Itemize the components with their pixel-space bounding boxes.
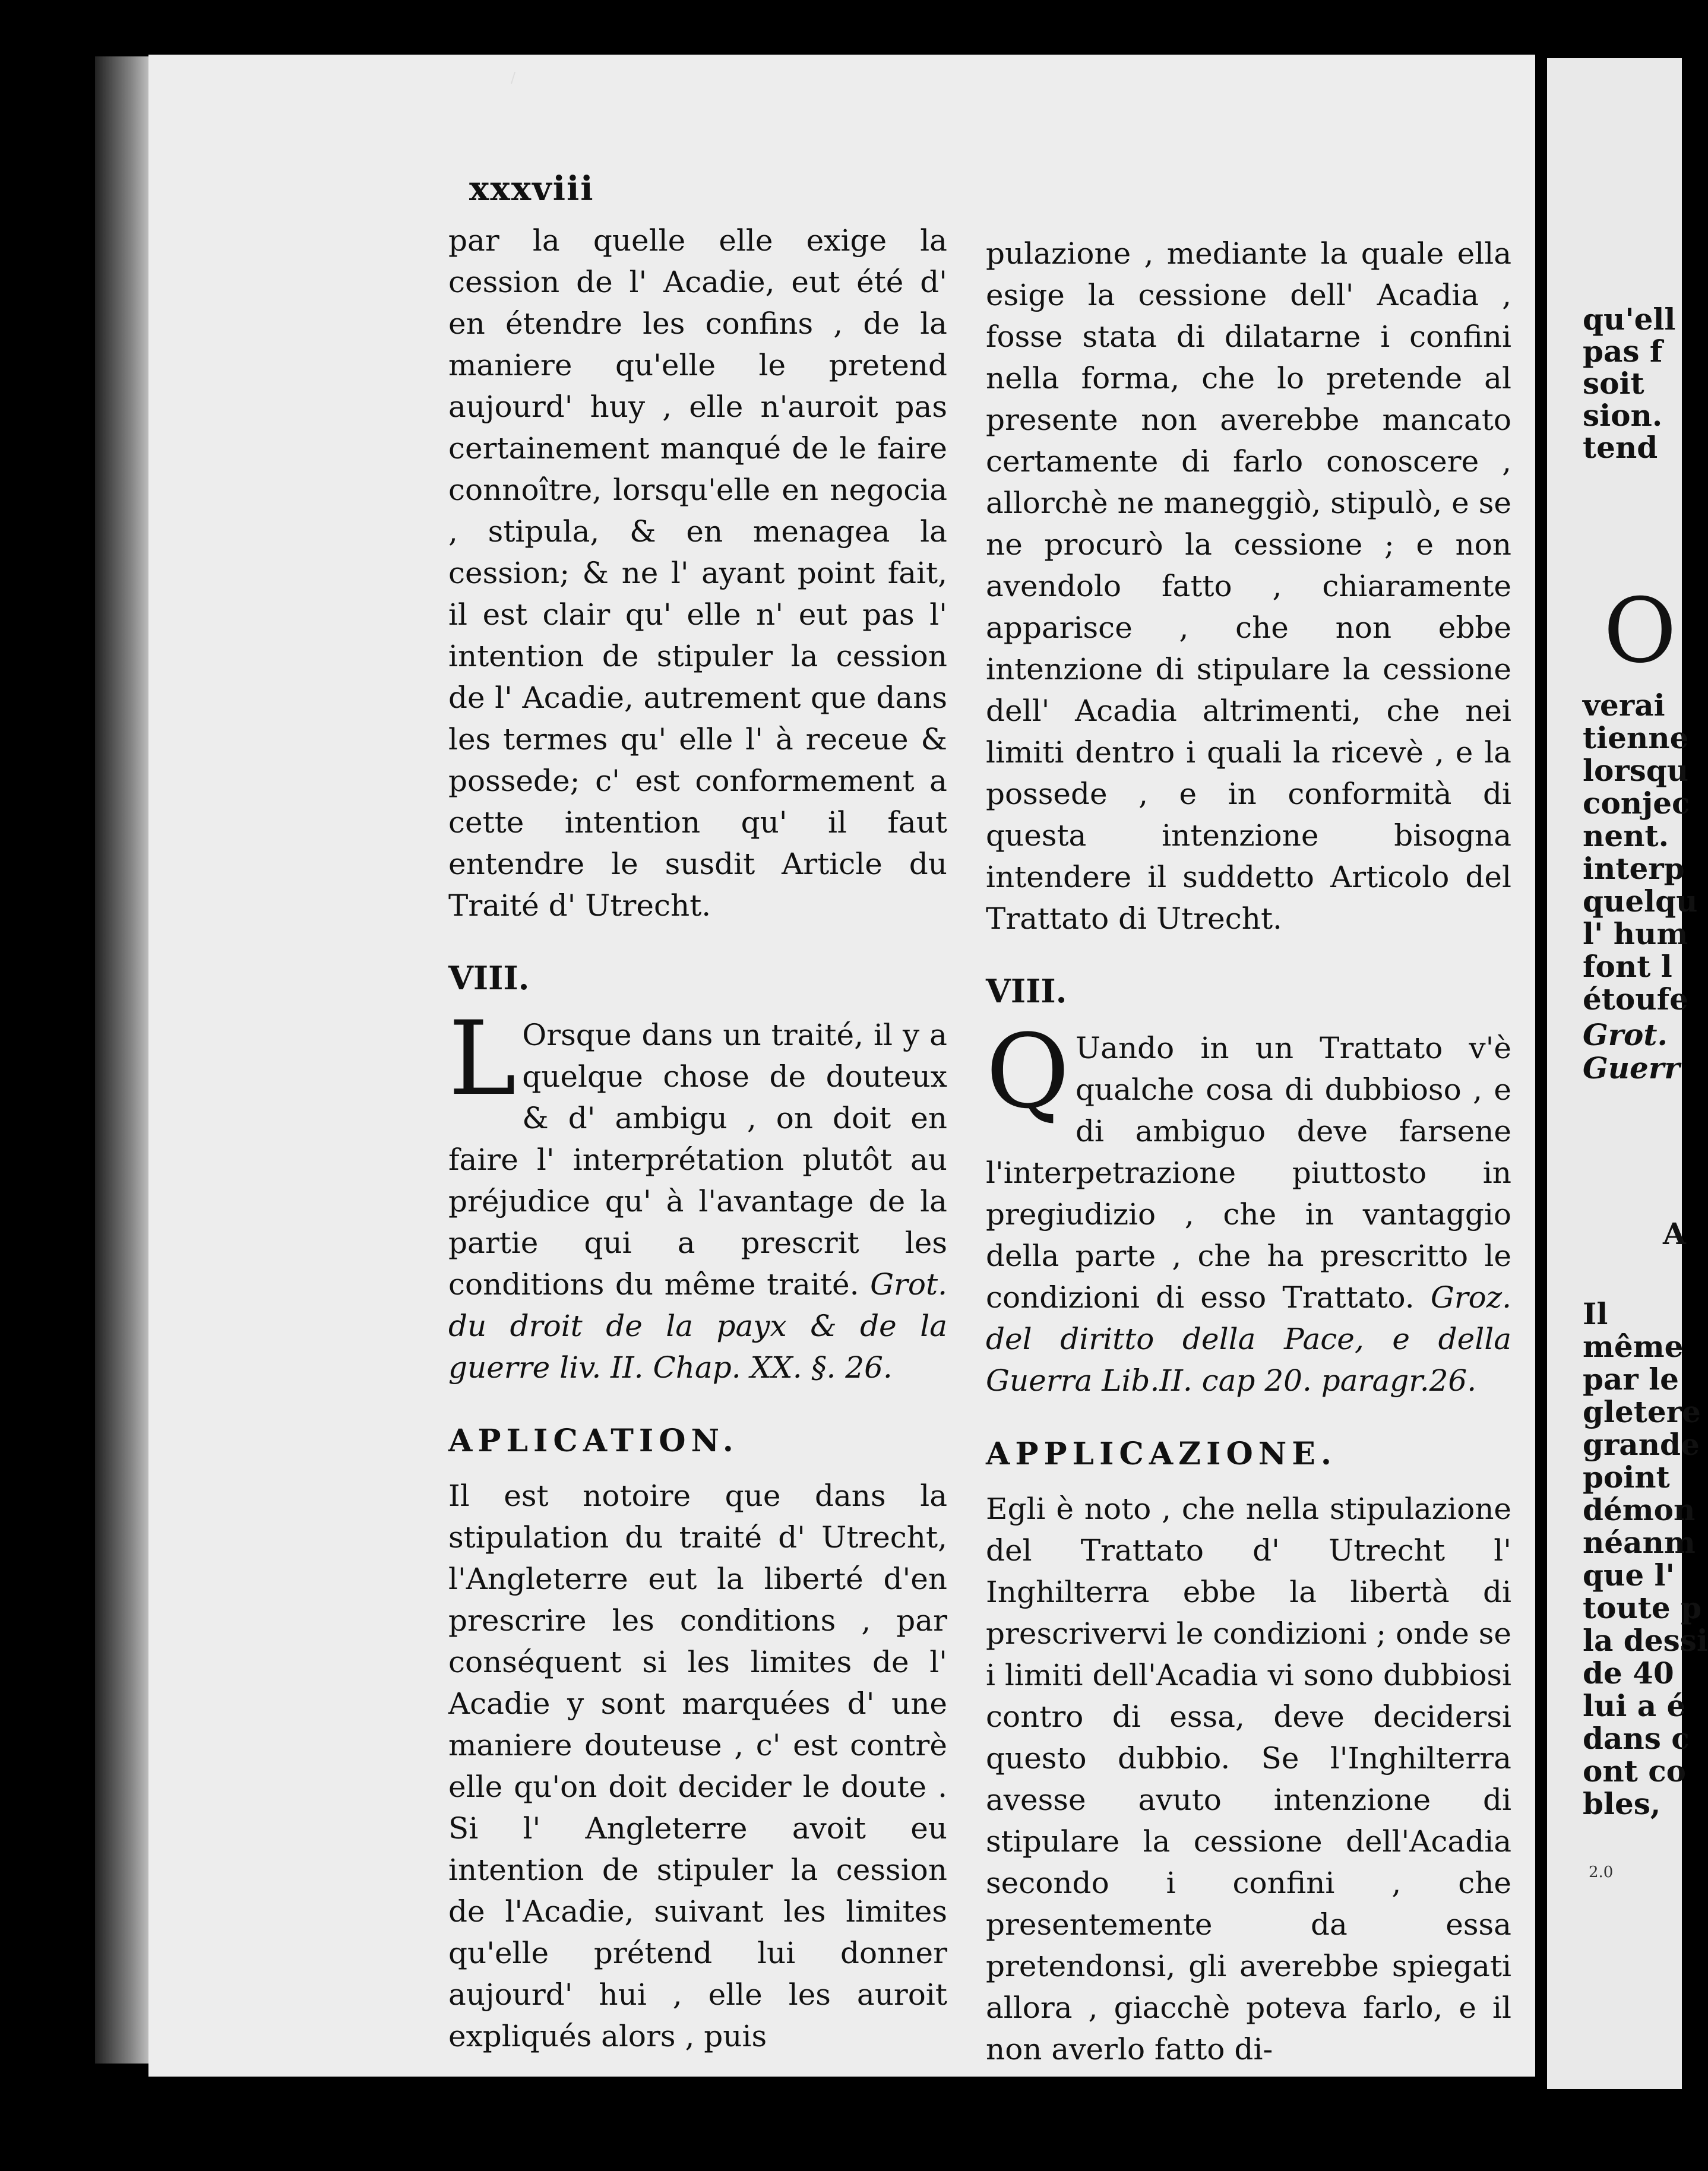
right-fragment-line: néanm	[1583, 1525, 1696, 1560]
right-section-numeral: A	[1663, 1216, 1686, 1251]
right-fragment-line: étoufe	[1583, 982, 1688, 1017]
italian-application-paragraph: Egli è noto , che nella stipulazione del Trattato d' Utrecht l' Inghilterra ebbe la libertà di prescrivervi le condizioni ; onde se i limiti dell'Acadia vi sono dubbiosi contro di essa, deve decidersi questo dubbio. Se l'Inghilterra avesse avuto intenzione di stipulare la cessione dell'Acadia secondo i confini , che presentemente da essa pretendonsi, gli averebbe spiegati allora , giacchè poteva farlo, e il non averlo fatto di-	[986, 1492, 1512, 2066]
right-fragment-line: lui a é	[1583, 1688, 1686, 1723]
right-fragment-line: quelqu	[1583, 884, 1698, 919]
right-fragment-line: lorsqu	[1583, 753, 1689, 788]
right-fragment-line: toute p	[1583, 1590, 1702, 1625]
right-fragment-line: Il	[1583, 1296, 1608, 1331]
ink-mark: 2.0	[1589, 1863, 1614, 1881]
italian-intro-paragraph: pulazione , mediante la quale ella esige la cessione dell' Acadia , fosse stata di dilatarne i confini nella forma, che lo pretende al presente non averebbe mancato certamente di farlo conoscere , allorchè ne maneggiò, stipulò, e se ne procurò la cessione ; e non avendolo fatto , chiaramente apparisce , che non ebbe intenzione di stipulare la cessione dell' Acadia altrimenti, che nei limiti dentro i quali la ricevè , e la possede , e in conformità di questa intenzione bisogna intendere il suddetto Articolo del Trattato di Utrecht.	[986, 236, 1511, 936]
right-fragment-line: de 40	[1583, 1656, 1674, 1691]
italian-citation: Groz. del diritto della Pace, e della Guerra Lib.II. cap 20. paragr.26.	[986, 1280, 1511, 1398]
right-fragment-line: bles,	[1583, 1786, 1661, 1821]
italian-section-numeral: VIII.	[986, 972, 1067, 1010]
french-citation: Grot. du droit de la payx & de la guerre liv. II. Chap. XX. §. 26.	[448, 1267, 947, 1385]
right-fragment-line: tend	[1583, 430, 1658, 465]
right-page-fragment	[1547, 58, 1708, 2089]
french-section-numeral: VIII.	[448, 959, 530, 997]
french-maxim-text: Orsque dans un traité, il y a quelque chose de douteux & d' ambigu , on doit en faire l' interprétation plutôt au préjudice qu' à l'avantage de la partie qui a prescrit les conditions du même traité.	[448, 1018, 947, 1302]
right-fragment-line: que l'	[1583, 1558, 1675, 1593]
right-fragment-line: la dessi	[1583, 1623, 1708, 1658]
right-fragment-line: Grot.	[1583, 1017, 1668, 1052]
italian-maxim-paragraph	[986, 1012, 1511, 1401]
right-fragment-line: qu'ell	[1583, 302, 1676, 337]
ink-mark: /	[511, 69, 516, 86]
page-number: xxxviii	[469, 169, 594, 208]
french-intro-paragraph: par la quelle elle exige la cession de l' Acadie, eut été d' en étendre les confins , de la maniere qu'elle le pretend aujourd' huy , elle n'auroit pas certainement manqué de le faire connoître, lorsqu'elle en negocia , stipula, & en menagea la cession; & ne l' ayant point fait, il est clair qu' elle n' eut pas l' intention de stipuler la cession de l' Acadie, autrement que dans les termes qu' elle l' à receue & possede; c' est conformement a cette intention qu' il faut entendre le susdit Article du Traité d' Utrecht.	[448, 223, 947, 923]
right-fragment-line: par le	[1583, 1362, 1679, 1397]
italian-column	[986, 233, 1511, 2070]
right-fragment-line: dans c	[1583, 1721, 1690, 1756]
right-fragment-line: interp	[1583, 851, 1685, 886]
italian-heading: APPLICAZIONE.	[986, 1436, 1337, 1472]
right-fragment-line: soit	[1583, 366, 1644, 401]
french-drop-cap: L	[448, 999, 517, 1118]
french-heading: APLICATION.	[448, 1423, 739, 1459]
right-drop-cap: O	[1603, 580, 1677, 683]
french-maxim-paragraph	[448, 999, 947, 1388]
right-fragment-line: nent.	[1583, 818, 1669, 853]
french-application-paragraph: Il est notoire que dans la stipulation du traité d' Utrecht, l'Angleterre eut la liberté d'en prescrire les conditions , par conséquent si les limites de l' Acadie y sont marquées d' une maniere douteuse , c' est contrè elle qu'on doit decider le doute . Si l' Angleterre avoit eu intention de stipuler la cession de l'Acadie, suivant les limites qu'elle prétend lui donner aujourd' hui , elle les auroit expliqués alors , puis	[448, 1479, 947, 2053]
right-fragment-line: ont co	[1583, 1754, 1686, 1789]
right-fragment-line: grande	[1583, 1427, 1700, 1462]
right-fragment-line: verai	[1583, 688, 1665, 723]
italian-maxim-text: Uando in un Trattato v'è qualche cosa di dubbioso , e di ambiguo deve farsene l'interpetrazione piuttosto in pregiudizio , che in vantaggio della parte , che ha prescritto le condizioni di esso Trattato.	[986, 1031, 1511, 1315]
right-fragment-line: conjec	[1583, 786, 1690, 821]
right-fragment-line: sion.	[1583, 398, 1663, 433]
book-spine-edge	[95, 56, 148, 2064]
right-fragment-line: font l	[1583, 949, 1672, 984]
right-fragment-line: Guerr	[1583, 1050, 1680, 1086]
right-fragment-line: pas f	[1583, 334, 1663, 369]
italian-drop-cap: Q	[986, 1012, 1070, 1131]
right-fragment-line: même	[1583, 1329, 1684, 1364]
right-fragment-line: gletere	[1583, 1394, 1701, 1429]
right-fragment-line: tienne	[1583, 720, 1689, 755]
right-fragment-line: l' hum	[1583, 916, 1688, 951]
right-fragment-line: démon	[1583, 1492, 1696, 1527]
french-column	[448, 220, 947, 2057]
right-fragment-line: point	[1583, 1460, 1670, 1495]
